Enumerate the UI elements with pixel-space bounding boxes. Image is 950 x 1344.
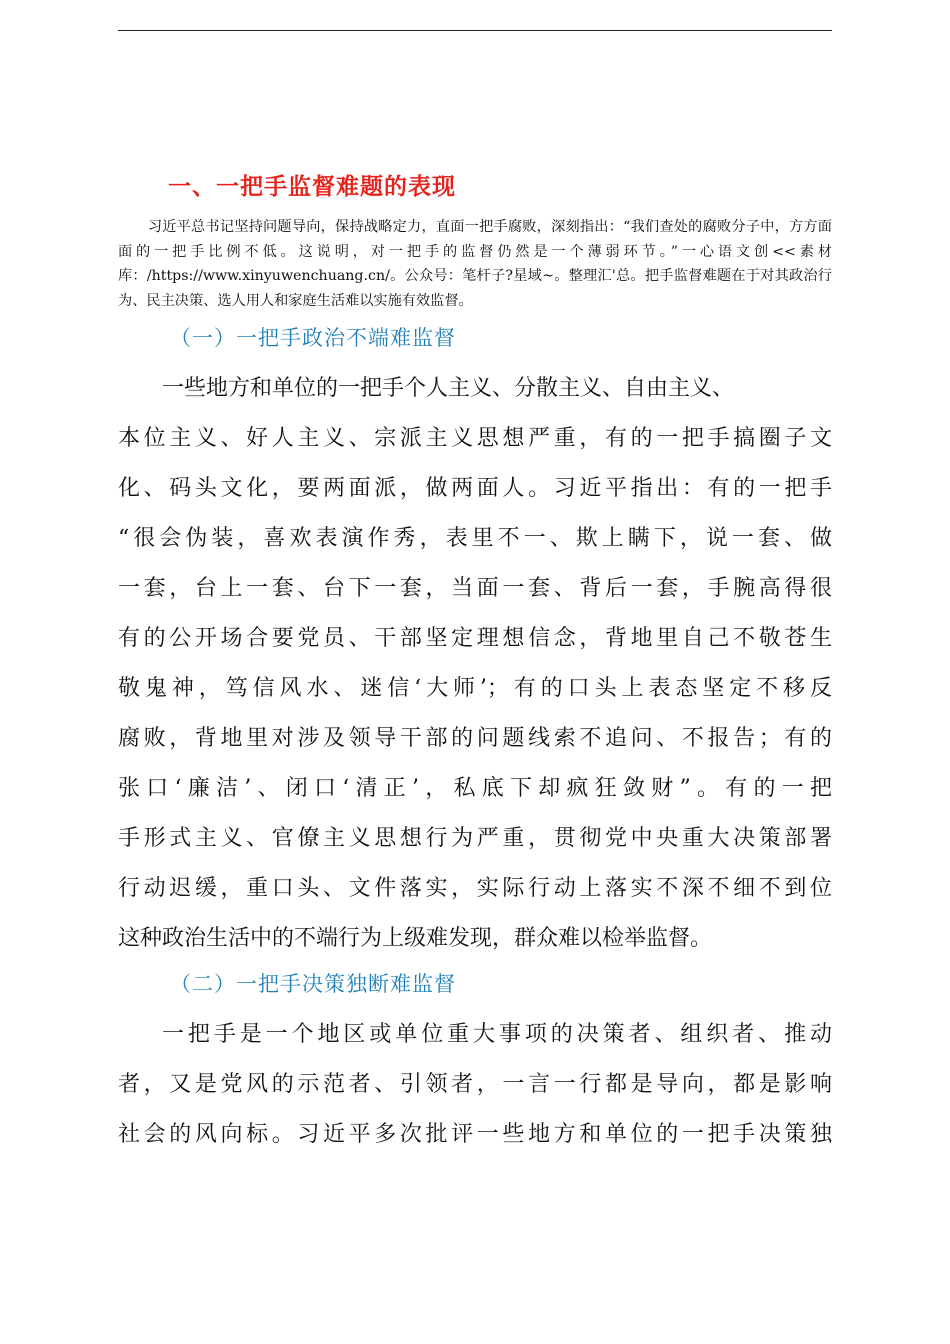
body-line: “很会伪装，喜欢表演作秀，表里不一、欺上瞒下，说一套、做 xyxy=(118,526,832,551)
body-line: 社会的风向标。习近平多次批评一些地方和单位的一把手决策独 xyxy=(118,1122,832,1147)
body-line: 张口‘廉洁’、闭口‘清正’，私底下却疯狂敛财”。有的一把 xyxy=(118,776,832,801)
body-line: 行动迟缓，重口头、文件落实，实际行动上落实不深不细不到位 xyxy=(118,876,832,901)
header-rule xyxy=(118,30,832,31)
intro-paragraph: 习近平总书记坚持问题导向，保持战略定力，直面一把手腐败，深刻指出：“我们查处的腐败分子中，方方面面的一把手比例不低。这说明，对一把手的监督仍然是一个薄弱环节。”一心语文创<<素材库：/https://www.xinyuwenchuang.cn/。公众号：笔杆子?星域~。整理汇'总。把手监督难题在于对其政治行为、民主决策、选人用人和家庭生活难以实施有效监督。 xyxy=(118,219,832,309)
body-line: 有的公开场合要党员、干部坚定理想信念，背地里自己不敬苍生 xyxy=(118,626,832,651)
body-line: 一套，台上一套、台下一套，当面一套、背后一套，手腕高得很 xyxy=(118,576,832,601)
body-line: 本位主义、好人主义、宗派主义思想严重，有的一把手搞圈子文 xyxy=(118,426,832,451)
body-line: 一把手是一个地区或单位重大事项的决策者、组织者、推动 xyxy=(162,1022,832,1047)
body-line: 手形式主义、官僚主义思想行为严重，贯彻党中央重大决策部署 xyxy=(118,826,832,851)
body-line: 一些地方和单位的一把手个人主义、分散主义、自由主义、 xyxy=(162,376,735,401)
subsection-1-body xyxy=(118,364,832,964)
subsection-1-title: （一）一把手政治不端难监督 xyxy=(170,326,456,350)
section-title: 一、一把手监督难题的表现 xyxy=(168,174,456,200)
subsection-2-title: （二）一把手决策独断难监督 xyxy=(170,972,456,996)
body-line: 者，又是党风的示范者、引领者，一言一行都是导向，都是影响 xyxy=(118,1072,832,1097)
body-line: 敬鬼神，笃信风水、迷信‘大师’；有的口头上表态坚定不移反 xyxy=(118,676,832,701)
subsection-2-body xyxy=(118,1010,832,1160)
body-line: 腐败，背地里对涉及领导干部的问题线索不追问、不报告；有的 xyxy=(118,726,832,751)
body-line: 化、码头文化，要两面派，做两面人。习近平指出：有的一把手 xyxy=(118,476,832,501)
body-line: 这种政治生活中的不端行为上级难发现，群众难以检举监督。 xyxy=(118,926,713,951)
